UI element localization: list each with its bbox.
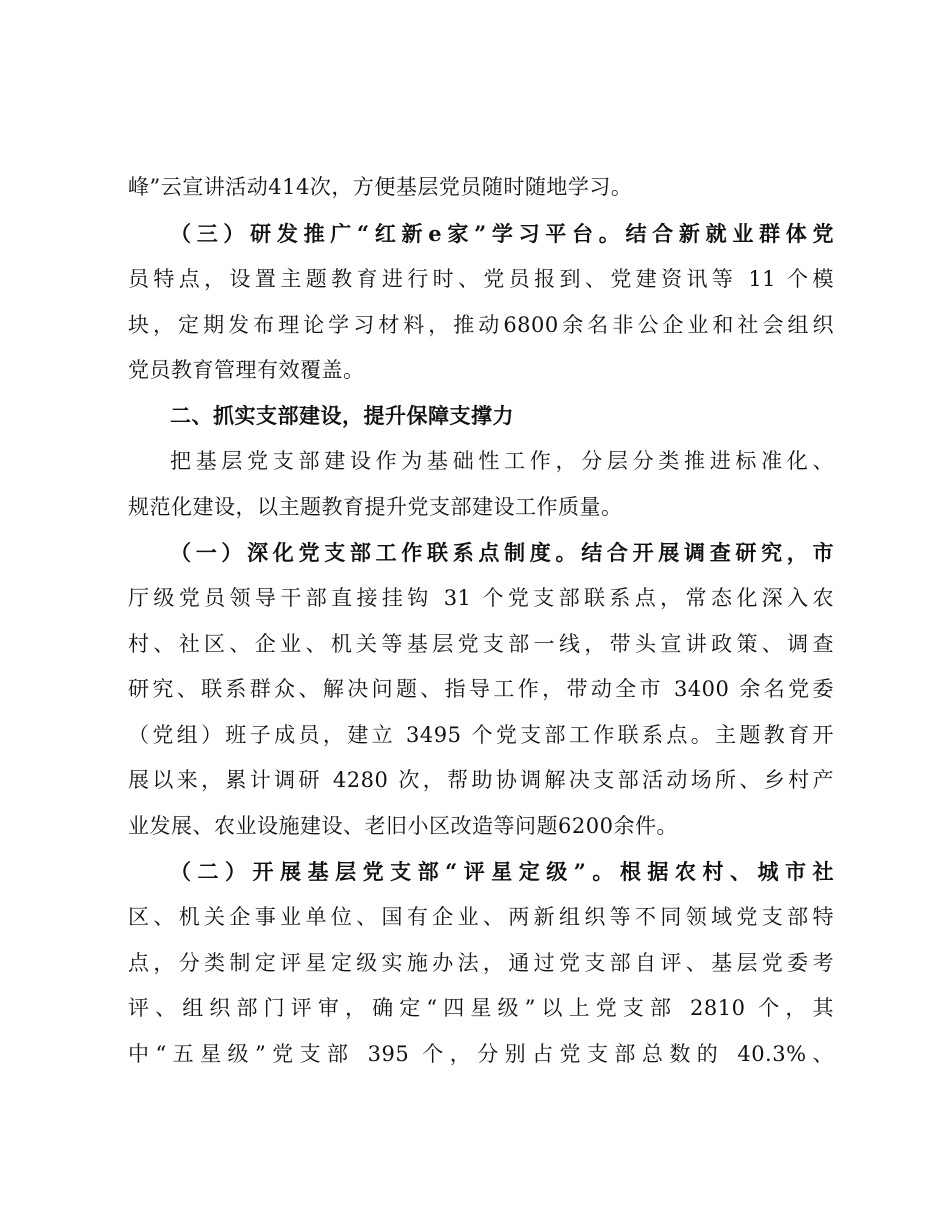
paragraph-line: 峰”云宣讲活动414次，方便基层党员随时随地学习。	[128, 175, 633, 199]
paragraph-line: 党员教育管理有效覆盖。	[128, 358, 365, 382]
section-heading: 二、抓实支部建设，提升保障支撑力	[170, 404, 514, 428]
paragraph-line: 点，分类制定评星定级实施办法，通过党支部自评、基层党委考	[128, 951, 834, 975]
paragraph-line: 中“五星级”党支部 395 个，分别占党支部总数的 40.3%、	[128, 1042, 834, 1066]
paragraph-line: 评、组织部门评审，确定“四星级”以上党支部 2810 个，其	[128, 996, 834, 1020]
subsection-heading-line: （一）深化党支部工作联系点制度。结合开展调查研究，市	[170, 540, 834, 565]
subsection-heading-line: （三）研发推广“红新e家”学习平台。结合新就业群体党	[170, 221, 834, 246]
paragraph-line: 村、社区、企业、机关等基层党支部一线，带头宣讲政策、调查	[128, 632, 834, 656]
paragraph-line: 员特点，设置主题教育进行时、党员报到、党建资讯等 11 个模	[128, 267, 834, 291]
paragraph-line: 规范化建设，以主题教育提升党支部建设工作质量。	[128, 495, 623, 519]
paragraph-line: （党组）班子成员，建立 3495 个党支部工作联系点。主题教育开	[128, 723, 834, 747]
paragraph-line: 块，定期发布理论学习材料，推动6800余名非公企业和社会组织	[128, 313, 834, 337]
subsection-heading-line: （二）开展基层党支部“评星定级”。根据农村、城市社	[170, 859, 834, 884]
paragraph-line: 展以来，累计调研 4280 次，帮助协调解决支部活动场所、乡村产	[128, 768, 834, 792]
paragraph-line: 区、机关企事业单位、国有企业、两新组织等不同领域党支部特	[128, 905, 834, 929]
paragraph-line: 厅级党员领导干部直接挂钩 31 个党支部联系点，常态化深入农	[128, 586, 834, 610]
paragraph-line: 研究、联系群众、解决问题、指导工作，带动全市 3400 余名党委	[128, 677, 834, 701]
paragraph-line: 把基层党支部建设作为基础性工作，分层分类推进标准化、	[170, 449, 834, 473]
paragraph-line: 业发展、农业设施建设、老旧小区改造等问题6200余件。	[128, 814, 678, 838]
